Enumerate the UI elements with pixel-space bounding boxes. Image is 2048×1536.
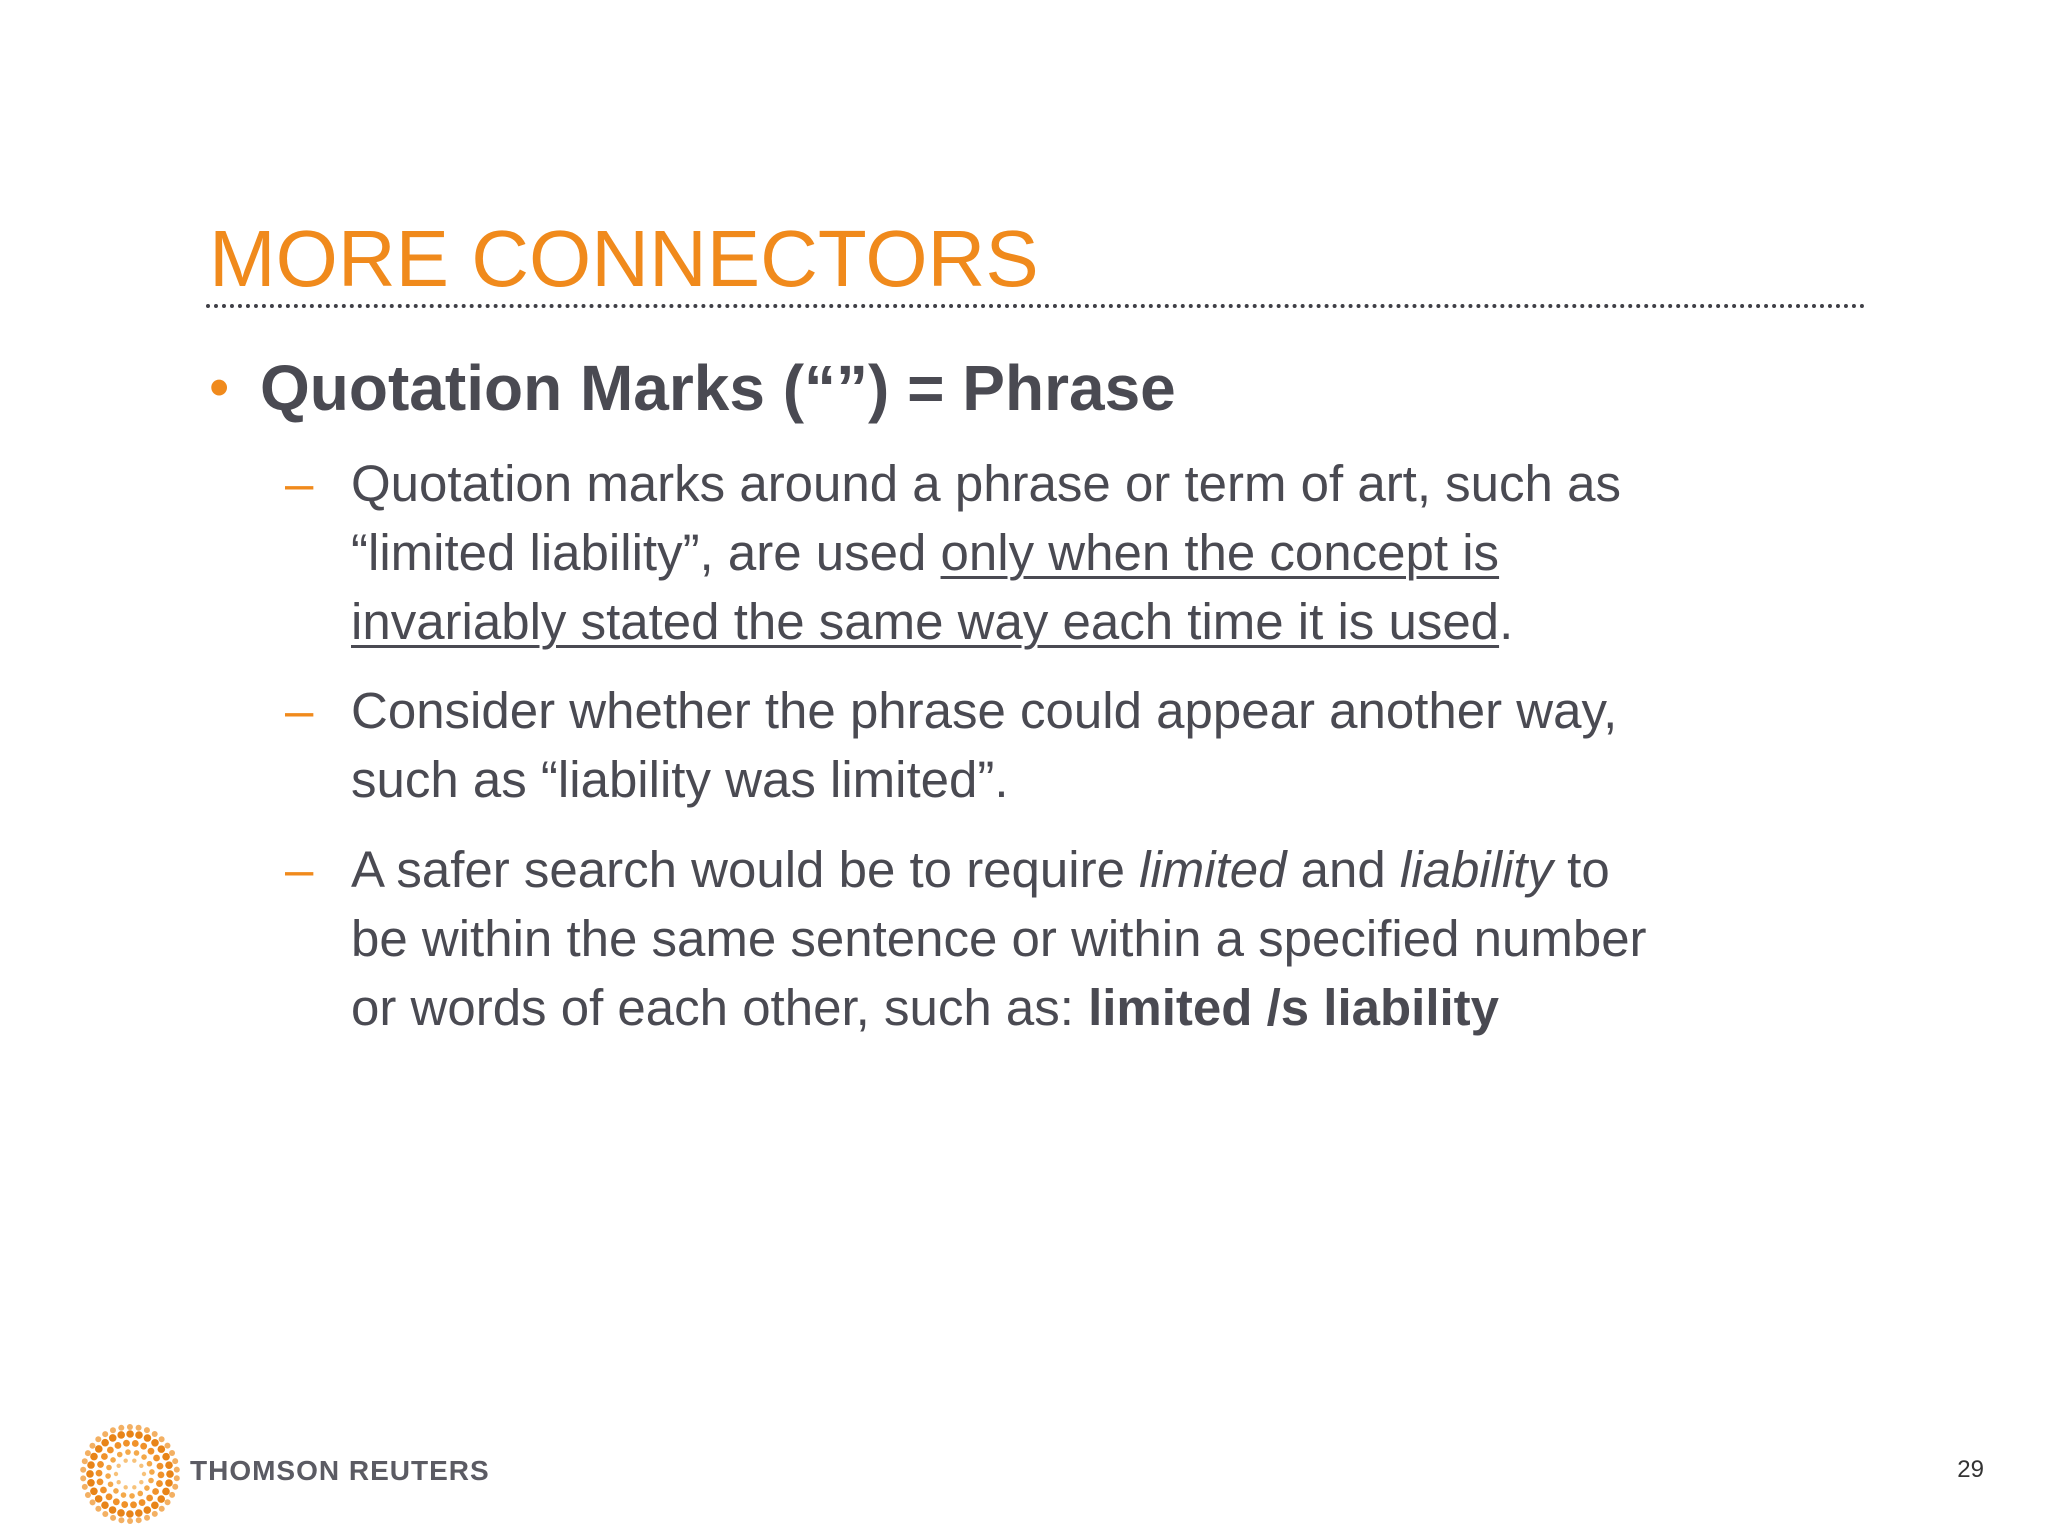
- logo-dot: [153, 1455, 160, 1462]
- logo-dot: [102, 1431, 108, 1437]
- logo-dot: [172, 1458, 178, 1464]
- logo-dot: [110, 1515, 116, 1521]
- logo-dot: [152, 1488, 159, 1495]
- title-divider: [206, 304, 1866, 308]
- logo-dot: [139, 1499, 146, 1506]
- logo-dot: [140, 1443, 147, 1450]
- logo-dot: [144, 1485, 150, 1491]
- text-segment: “limited liability”, are used: [351, 524, 941, 581]
- text-segment: Consider whether the phrase could appear another way,: [351, 682, 1618, 739]
- text-segment: Quotation marks around a phrase or term of art, such as: [351, 455, 1621, 512]
- logo-dot: [165, 1461, 173, 1469]
- logo-dot: [164, 1443, 170, 1449]
- logo-dot: [143, 1506, 151, 1514]
- logo-dot: [86, 1470, 94, 1478]
- logo-dot: [162, 1453, 170, 1461]
- bold-text: limited /s liability: [1088, 979, 1500, 1036]
- sub-item-text: [351, 449, 1871, 656]
- logo-dot: [151, 1439, 159, 1447]
- text-segment: .: [1499, 593, 1514, 650]
- logo-dot: [148, 1448, 155, 1455]
- logo-dot: [174, 1467, 180, 1473]
- logo-dot: [144, 1515, 150, 1521]
- logo-dot: [101, 1439, 109, 1447]
- text-line: [351, 904, 1871, 973]
- text-line: [351, 973, 1871, 1042]
- logo-dot: [106, 1465, 112, 1471]
- logo-dot: [157, 1463, 164, 1470]
- logo-dot: [90, 1487, 98, 1495]
- text-segment: A safer search would be to require: [351, 841, 1140, 898]
- underlined-text: only when the concept is: [940, 524, 1500, 581]
- logo-dot: [90, 1453, 98, 1461]
- logo-dot: [144, 1427, 150, 1433]
- logo-dot: [136, 1517, 142, 1523]
- logo-dot: [169, 1492, 175, 1498]
- logo-dot: [82, 1484, 88, 1490]
- logo-dot: [117, 1509, 125, 1517]
- logo-dot: [106, 1493, 113, 1500]
- logo-dot: [146, 1495, 153, 1502]
- logo-dot: [136, 1425, 142, 1431]
- logo-dot: [139, 1464, 143, 1468]
- text-segment: and: [1286, 841, 1400, 898]
- logo-dot: [123, 1485, 127, 1489]
- logo-dot: [95, 1436, 101, 1442]
- logo-dot: [159, 1436, 165, 1442]
- logo-dot: [105, 1473, 111, 1479]
- logo-dot: [132, 1485, 136, 1489]
- logo-dot: [130, 1501, 137, 1508]
- text-segment: such as “liability was limited”.: [351, 751, 1009, 808]
- text-line: [351, 449, 1871, 518]
- logo-dot: [121, 1501, 128, 1508]
- logo-dot: [110, 1427, 116, 1433]
- logo-dot: [151, 1502, 159, 1510]
- logo-dot: [118, 1425, 124, 1431]
- logo-dot: [107, 1447, 114, 1454]
- logo-dot: [102, 1511, 108, 1517]
- logo-dot: [123, 1440, 130, 1447]
- logo-dot: [137, 1491, 143, 1497]
- logo-dot: [109, 1506, 117, 1514]
- logo-dot: [166, 1470, 174, 1478]
- logo-dot: [165, 1499, 171, 1505]
- logo-dot: [162, 1488, 170, 1496]
- logo-dot: [110, 1457, 116, 1463]
- sub-item-text: [351, 835, 1871, 1042]
- logo-dot: [80, 1467, 86, 1473]
- logo-dot: [101, 1501, 109, 1509]
- logo-dot: [96, 1470, 103, 1477]
- text-line: [351, 745, 1871, 814]
- italic-text: liability: [1399, 841, 1553, 898]
- logo-dot: [149, 1469, 155, 1475]
- logo-dot: [117, 1431, 125, 1439]
- underlined-text: invariably stated the same way each time it is used: [351, 593, 1500, 650]
- logo-dot: [85, 1492, 91, 1498]
- bullet-text: Quotation Marks (“”) = Phrase: [260, 352, 1176, 424]
- logo-dot: [114, 1472, 118, 1476]
- logo-dot: [165, 1479, 173, 1487]
- logo-dot: [134, 1450, 140, 1456]
- text-line: [351, 835, 1871, 904]
- logo-dot: [156, 1480, 163, 1487]
- logo-dot: [158, 1445, 166, 1453]
- logo-dot: [101, 1453, 108, 1460]
- logo-dot: [97, 1461, 104, 1468]
- logo-dot: [117, 1452, 123, 1458]
- logo-dot: [169, 1450, 175, 1456]
- logo-dot: [127, 1424, 133, 1430]
- italic-text: limited: [1139, 841, 1287, 898]
- logo-dot: [113, 1488, 119, 1494]
- logo-dot: [174, 1475, 180, 1481]
- text-line: [351, 518, 1871, 587]
- text-segment: or words of each other, such as:: [351, 979, 1089, 1036]
- logo-dot: [90, 1499, 96, 1505]
- logo-dot: [135, 1431, 143, 1439]
- logo-dot: [109, 1434, 117, 1442]
- text-segment: be within the same sentence or within a specified number: [351, 910, 1647, 967]
- logo-dot: [97, 1478, 104, 1485]
- brand-name: THOMSON REUTERS: [190, 1455, 490, 1486]
- logo-dot: [95, 1445, 103, 1453]
- logo-dot: [87, 1461, 95, 1469]
- logo-dot: [139, 1480, 143, 1484]
- logo-dot: [126, 1510, 134, 1518]
- logo-dot: [95, 1495, 103, 1503]
- logo-dot: [116, 1480, 120, 1484]
- logo-dot: [152, 1431, 158, 1437]
- thomson-reuters-logo-icon: [80, 1424, 180, 1524]
- dash-marker: –: [285, 682, 314, 739]
- logo-dot: [152, 1511, 158, 1517]
- logo-dot: [125, 1449, 131, 1455]
- text-line: [351, 587, 1871, 656]
- logo-dot: [172, 1484, 178, 1490]
- logo-dot: [127, 1518, 133, 1524]
- logo-dot: [85, 1450, 91, 1456]
- logo-dot: [115, 1442, 122, 1449]
- logo-dot: [113, 1498, 120, 1505]
- logo-dot: [100, 1487, 107, 1494]
- logo-dot: [147, 1461, 153, 1467]
- logo-dot: [82, 1458, 88, 1464]
- logo-dot: [126, 1430, 134, 1438]
- logo-dot: [87, 1479, 95, 1487]
- logo-dot: [135, 1509, 143, 1517]
- logo-dot: [158, 1471, 165, 1478]
- page-number: 29: [1957, 1456, 1984, 1483]
- logo-dot: [118, 1517, 124, 1523]
- sub-item-text: [351, 676, 1871, 814]
- logo-dot: [129, 1493, 135, 1499]
- bullet-marker: •: [209, 355, 230, 420]
- logo-dot: [144, 1434, 152, 1442]
- logo-dot: [141, 1454, 147, 1460]
- logo-dot: [89, 1443, 95, 1449]
- logo-dot: [132, 1458, 136, 1462]
- logo-dot: [159, 1506, 165, 1512]
- logo-dot: [142, 1472, 146, 1476]
- logo-dot: [123, 1458, 127, 1462]
- logo-dot: [121, 1492, 127, 1498]
- logo-dot: [132, 1440, 139, 1447]
- logo-dot: [116, 1464, 120, 1468]
- text-segment: to: [1552, 841, 1610, 898]
- logo-dot: [148, 1478, 154, 1484]
- logo-dot: [157, 1495, 165, 1503]
- logo-dot: [108, 1481, 114, 1487]
- text-line: [351, 676, 1871, 745]
- logo-dot: [80, 1475, 86, 1481]
- logo-dot: [95, 1506, 101, 1512]
- dash-marker: –: [285, 841, 314, 898]
- dash-marker: –: [285, 455, 314, 512]
- slide-title: MORE CONNECTORS: [209, 214, 1039, 303]
